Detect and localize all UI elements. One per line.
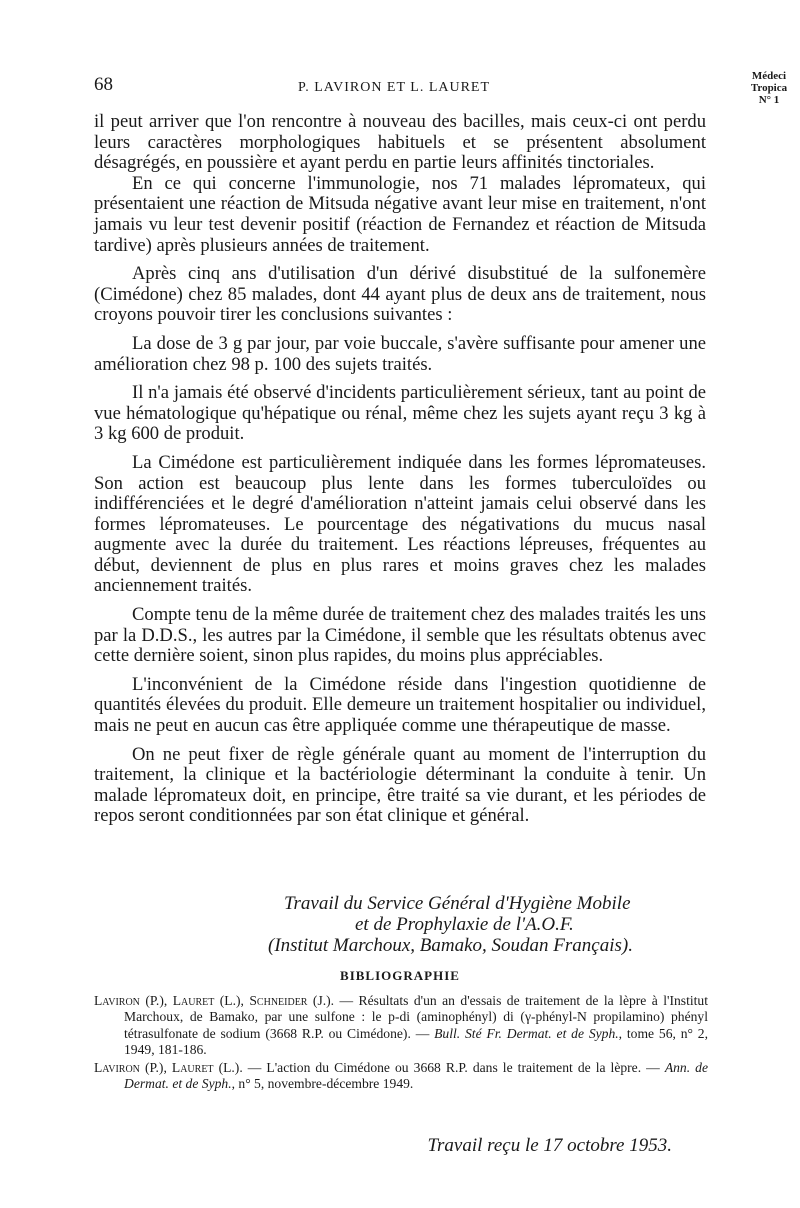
running-header-authors: P. LAVIRON ET L. LAURET [298, 80, 491, 95]
reference-source: Ann. de Dermat. et de Syph. [124, 1059, 708, 1092]
bibliography-entry [94, 1060, 708, 1093]
paragraph-incidents: Il n'a jamais été observé d'incidents particulièrement sérieux, tant au point de vue hématologique qu'hépatique ou rénal, même chez les sujets ayant reçu 3 kg à 3 kg 600 de produit. [94, 382, 706, 445]
reference-details: , tome 56, n° 2, 1949, 181-186. [124, 1025, 709, 1058]
bibliography-list [94, 993, 708, 1093]
affiliation-block [230, 893, 710, 956]
reference-text: — L'action du Cimédone ou 3668 R.P. dans le traitement de la lèpre. — [242, 1059, 665, 1075]
bibliography-title: BIBLIOGRAPHIE [340, 968, 460, 983]
reference-details: , n° 5, novembre-décembre 1949. [231, 1076, 414, 1092]
paragraph-comparison: Compte tenu de la même durée de traitement chez des malades traités les uns par la D.D.S., les autres par la Cimédone, il semble que les résultats obtenus avec cette dernière soient, sinon plus rapides, du moins plus appréciables. [94, 604, 706, 667]
journal-label-line3: N° 1 [758, 94, 780, 106]
bibliography-entry [94, 993, 708, 1059]
body-text [94, 112, 706, 827]
page-number: 68 [94, 74, 113, 95]
reference-authors: Laviron (P.), Lauret (L.). [94, 1059, 243, 1075]
paragraph-inconvenience: L'inconvénient de la Cimédone réside dans l'ingestion quotidienne de quantités élevées du produit. Elle demeure un traitement hospitalier ou individuel, mais ne peut en aucun cas être appliquée comme une thérapeutique de masse. [94, 673, 706, 737]
received-date: Travail reçu le 17 octobre 1953. [427, 1135, 672, 1156]
paragraph-interruption: On ne peut fixer de règle générale quant au moment de l'interruption du traitement, la clinique et la bactériologie déterminant la conduite à tenir. Un malade lépromateux doit, en principe, être traité sa vie durant, et les périodes de repos seront conditionnées par son état clinique et général. [94, 743, 706, 827]
paragraph-immunology: En ce qui concerne l'immunologie, nos 71 malades lépromateux, qui présentaient une réaction de Mitsuda négative avant leur mise en traitement, n'ont jamais vu leur test devenir positif (réaction de Fernandez et réaction de Mitsuda tardive) après plusieurs années de traitement. [94, 172, 706, 256]
reference-authors: Laviron (P.), Lauret (L.), Schneider (J.). [94, 993, 335, 1008]
reference-source: Bull. Sté Fr. Dermat. et de Syph. [434, 1025, 619, 1041]
journal-marginal-label [738, 70, 800, 106]
paragraph-dose: La dose de 3 g par jour, par voie buccale, s'avère suffisante pour amener une amélioration chez 98 p. 100 des sujets traités. [94, 332, 706, 375]
paragraph-continuation: il peut arriver que l'on rencontre à nouveau des bacilles, mais ceux-ci ont perdu leurs caractères morphologiques habituels et se présentent absolument désagrégés, en poussière et ayant perdu en partie leurs affinités tinctoriales. [94, 111, 706, 174]
paragraph-conclusions-intro: Après cinq ans d'utilisation d'un dérivé disubstitué de la sulfonemère (Cimédone) chez 85 malades, dont 44 ayant plus de deux ans de traitement, nous croyons pouvoir tirer les conclusions suivantes : [94, 263, 706, 326]
affiliation-line2: et de Prophylaxie de l'A.O.F. [355, 914, 574, 935]
journal-label-line2: Tropica [750, 82, 788, 94]
journal-label-line1: Médeci [751, 70, 787, 82]
reference-text: — Résultats d'un an d'essais de traitement de la lèpre à l'Institut Marchoux, de Bamako, par une sulfone : le p-di (aminophényl) di (γ-phényl-N propilamino) phényl tétrasulfonate de sodium (3668 R.P. ou Cimédone). — [124, 993, 708, 1041]
paragraph-indications: La Cimédone est particulièrement indiquée dans les formes lépromateuses. Son action est beaucoup plus lente dans les formes tuberculoïdes ou indifférenciées et le degré d'amélioration n'atteint jamais celui observé dans les formes lépromateuses. Le pourcentage des négativations du mucus nasal augmente avec la durée du traitement. Les réactions lépreuses, fréquentes au début, deviennent de plus en plus rares et moins graves chez les malades anciennement traités. [94, 451, 706, 597]
affiliation-line1: Travail du Service Général d'Hygiène Mobile [284, 893, 631, 914]
affiliation-line3: (Institut Marchoux, Bamako, Soudan Français). [268, 935, 633, 956]
